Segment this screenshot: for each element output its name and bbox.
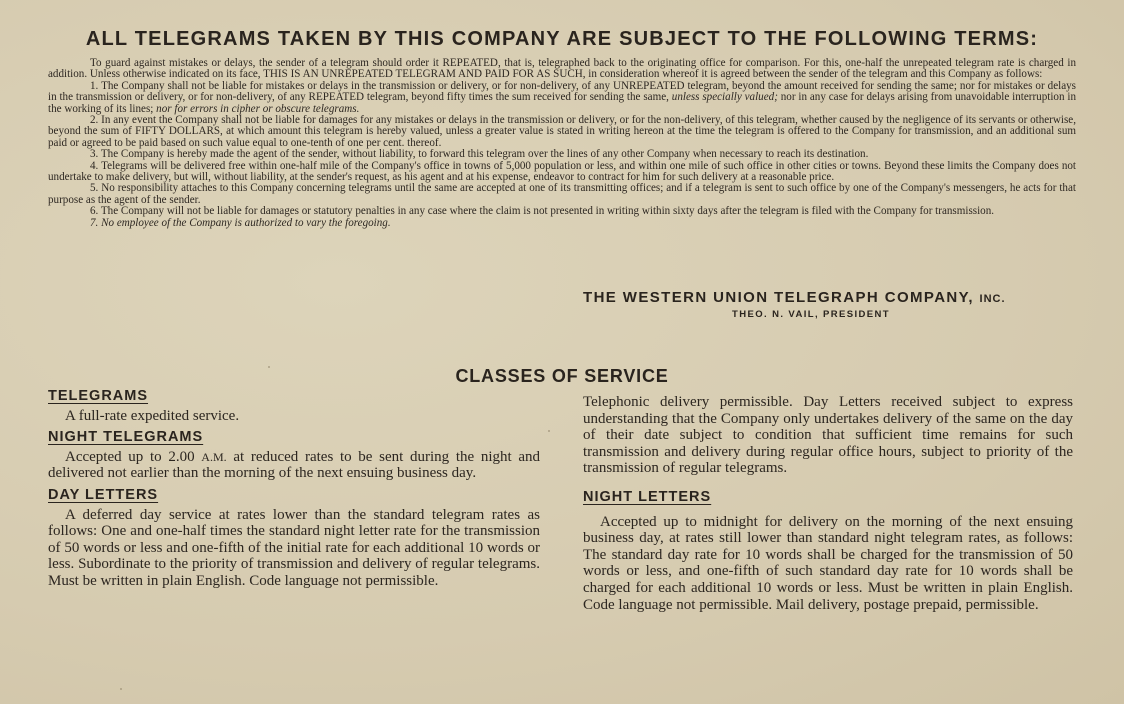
- terms-body: [48, 58, 1076, 229]
- night-telegrams-text: [48, 449, 540, 482]
- night-telegrams-pre: Accepted up to 2.00: [65, 448, 195, 465]
- term-6: 6. The Company will not be liable for damages or statutory penalties in any case where the claim is not presented in writing within sixty days after the telegram is filed with the Company for transmission.: [90, 205, 995, 218]
- terms-intro: To guard against mistakes or delays, the sender of a telegram should order it REPEATED, that is, telegraphed back to the originating office for comparison. For this, one-half the unrepeated telegram rate is charged in addition. Unless otherwise indicated on its face, THIS IS AN UNREPEATED TELEGRAM AND PAID FOR AS SUCH, in consideration whereof it is agreed between the sender of the telegram and this Company as follows:: [48, 57, 1076, 81]
- night-telegrams-am: A.M.: [201, 449, 227, 464]
- telegrams-heading: TELEGRAMS: [48, 388, 149, 404]
- night-telegrams-heading: NIGHT TELEGRAMS: [48, 429, 204, 446]
- night-letters-heading: NIGHT LETTERS: [583, 488, 712, 505]
- company-suffix: INC.: [979, 293, 1006, 305]
- terms-heading: ALL TELEGRAMS TAKEN BY THIS COMPANY ARE SUBJECT TO THE FOLLOWING TERMS:: [85, 28, 1039, 50]
- term-1: [48, 81, 1076, 115]
- term-7: [48, 218, 1076, 229]
- classes-right-column: [583, 394, 1073, 613]
- term-1-rest: nor in any case for delays arising from unavoidable interruption in the working of its lines;: [48, 91, 1077, 115]
- day-letters-heading: DAY LETTERS: [48, 486, 159, 503]
- term-1-main: 1. The Company shall not be liable for mistakes or delays in the transmission or delivery, or for non-delivery, of any UNREPEATED telegram, beyond the amount received for sending the same; nor for mistakes or delays in the transmission or delivery, or for non-delivery, of any REPEATED telegram, beyond fifty times the sum received for sending the same,: [48, 79, 1076, 104]
- day-letters-text: A deferred day service at rates lower than the standard telegram rates as follows: One and one-half times the standard night letter rate for the transmission of 50 words or less and one-fifth of the initial rate for each additional 10 words or less. Subordinate to the priority of transmission and delivery of regular telegrams. Must be written in plain English. Code language not permissible.: [48, 506, 540, 589]
- paper-speck: [548, 430, 550, 432]
- classes-left-column: [48, 388, 540, 590]
- term-1-italic-2: nor for errors in cipher or obscure telegrams.: [156, 102, 360, 115]
- term-5: 5. No responsibility attaches to this Company concerning telegrams until the same are accepted at one of its transmitting offices; and if a telegram is sent to such office by one of the Company's messengers, he acts for that purpose as the agent of the sender.: [48, 182, 1076, 206]
- night-telegrams-post: at reduced rates to be sent during the night and delivered not earlier than the morning of the next ensuing business day.: [48, 448, 541, 482]
- paper-speck: [120, 688, 122, 690]
- term-4: 4. Telegrams will be delivered free within one-half mile of the Company's office in towns of 5,000 population or less, and within one mile of such office in other cities or towns. Beyond these limits the Company does not undertake to make delivery, but will, without liability, at the sender's request, as his agent and at his expense, endeavor to contract for him for such delivery at a reasonable price.: [48, 159, 1076, 184]
- term-7-text: 7. No employee of the Company is authorized to vary the foregoing.: [90, 216, 391, 229]
- day-letters-continued: Telephonic delivery permissible. Day Letters received subject to express understanding that the Company only undertakes delivery of the same on the day of their date subject to condition that sufficient time remains for such transmission and delivery during regular office hours, subject to priority of the transmission of regular telegrams.: [583, 394, 1073, 477]
- company-name-text: THE WESTERN UNION TELEGRAPH COMPANY,: [583, 289, 974, 306]
- paper-speck: [268, 366, 270, 368]
- night-letters-text: Accepted up to midnight for delivery on the morning of the next ensuing business day, at rates still lower than standard night telegram rates, as follows: The standard day rate for 10 words shall be charged for the transmission of 50 words or less, and one-fifth of such standard day rate for 10 words shall be charged for each additional 10 words or less. Must be written in plain English. Code language not permissible. Mail delivery, postage prepaid, permissible.: [583, 513, 1073, 613]
- classes-title: CLASSES OF SERVICE: [455, 366, 669, 386]
- term-2: 2. In any event the Company shall not be liable for damages for any mistakes or delays in the transmission or delivery, or for the non-delivery, of this telegram, whether caused by the negligence of its servants or otherwise, beyond the sum of FIFTY DOLLARS, at which amount this telegram is hereby valued, unless a greater value is stated in writing hereon at the time the telegram is offered to the Company for transmission, and an additional sum paid or agreed to be paid based on such value equal to one-tenth of one per cent. thereof.: [48, 114, 1076, 149]
- telegrams-text: A full-rate expedited service.: [65, 407, 240, 424]
- term-1-italic: unless specially valued;: [671, 91, 778, 104]
- term-3: 3. The Company is hereby made the agent of the sender, without liability, to forward this telegram over the lines of any other Company when necessary to reach its destination.: [90, 148, 869, 161]
- company-president: THEO. N. VAIL, PRESIDENT: [732, 309, 890, 320]
- company-name: [583, 289, 1083, 306]
